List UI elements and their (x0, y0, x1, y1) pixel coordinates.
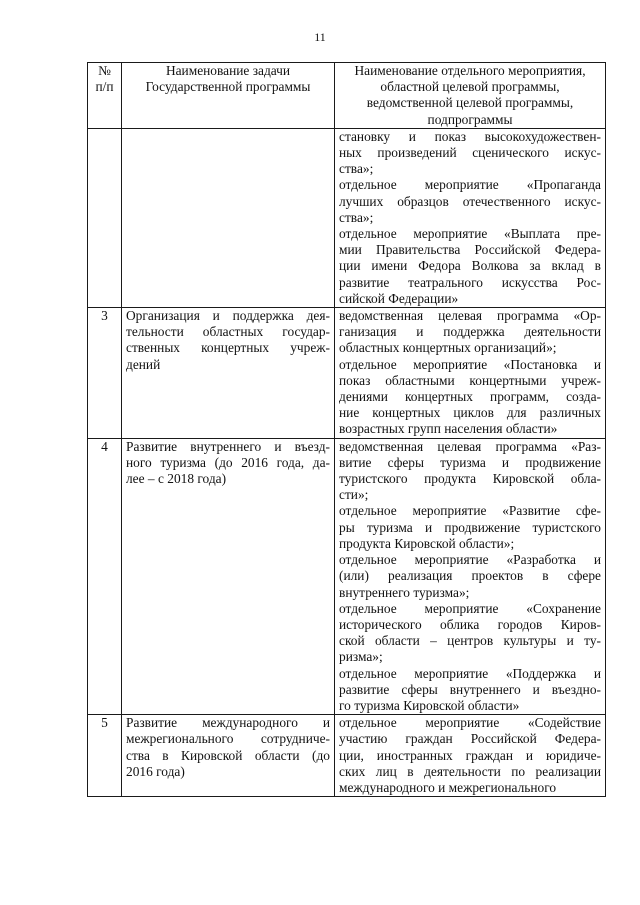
text-line: ры туризма и продвижение туристского (339, 519, 601, 535)
header-line: Наименование задачи (165, 63, 291, 78)
header-line: Государственной программы (145, 79, 311, 95)
text-line: возрастных групп населения области» (339, 421, 558, 437)
text-line: ской области – центров культуры и ту- (339, 633, 601, 649)
text-line: дений (126, 356, 161, 372)
header-task-name (122, 63, 335, 129)
text-line: отдельное мероприятие «Пропаганда (339, 177, 601, 193)
table-row (88, 128, 606, 307)
header-event-name (335, 63, 606, 129)
row-number (88, 128, 122, 307)
text-line: становку и показ высокохудожествен- (339, 128, 601, 144)
text-line: развитие сферы внутреннего и въездно- (339, 681, 601, 697)
program-table (87, 62, 606, 797)
text-line: отдельное мероприятие «Сохранение (339, 600, 601, 616)
header-line: п/п (95, 79, 114, 95)
row-number: 3 (88, 308, 122, 439)
text-line: ведомственная целевая программа «Раз- (339, 438, 601, 454)
text-line: международного и межрегионального (339, 779, 557, 795)
text-line: ганизация и поддержка деятельности (339, 324, 601, 340)
text-line: мии Правительства Российской Федера- (339, 242, 601, 258)
text-line: ства»; (339, 161, 374, 177)
text-line: участию граждан Российской Федера- (339, 731, 601, 747)
text-line: ного туризма (до 2016 года, да- (126, 454, 330, 470)
text-line: отдельное мероприятие «Разработка и (339, 552, 601, 568)
text-line: ние концертных циклов для различных (339, 405, 601, 421)
row-number: 4 (88, 438, 122, 714)
text-line: ства в Кировской области (до (126, 747, 330, 763)
text-line: развитие театрального искусства Рос- (339, 274, 601, 290)
text-line: витие сферы туризма и продвижение (339, 454, 601, 470)
text-line: исторического облика городов Киров- (339, 616, 601, 632)
header-number (88, 63, 122, 129)
page-number: 11 (314, 30, 326, 44)
event-name-cell (335, 308, 606, 439)
text-line: (или) реализация проектов в сфере (339, 568, 601, 584)
table-row (88, 715, 606, 797)
text-line: го туризма Кировской области» (339, 697, 520, 713)
text-line: областных концертных организаций»; (339, 340, 557, 356)
text-line: ции, иностранных граждан и юридиче- (339, 747, 601, 763)
text-line: отдельное мероприятие «Поддержка и (339, 665, 601, 681)
text-line: 2016 года) (126, 763, 185, 779)
header-line: подпрограммы (427, 111, 513, 127)
text-line: лучших образцов отечественного искус- (339, 193, 601, 209)
text-line: показ областными концертными учреж- (339, 372, 601, 388)
text-line: Развитие международного и (126, 715, 330, 731)
row-number: 5 (88, 715, 122, 797)
text-line: ственных концертных учреж- (126, 340, 330, 356)
header-line: № (98, 63, 111, 78)
event-name-cell (335, 438, 606, 714)
event-name-cell (335, 715, 606, 797)
header-line: областной целевой программы, (380, 79, 560, 95)
text-line: отдельное мероприятие «Развитие сфе- (339, 503, 601, 519)
table-header-row (88, 63, 606, 129)
text-line: тельности областных государ- (126, 324, 330, 340)
task-name-cell (122, 308, 335, 439)
task-name-cell (122, 438, 335, 714)
text-line: лее – с 2018 года) (126, 471, 227, 487)
header-line: Наименование отдельного мероприятия, (354, 63, 586, 78)
text-line: ских лиц в деятельности по реализации (339, 763, 601, 779)
text-line: межрегионального сотрудниче- (126, 731, 330, 747)
text-line: сти»; (339, 487, 369, 503)
text-line: отдельное мероприятие «Содействие (339, 715, 601, 731)
text-line: ных произведений сценического искус- (339, 145, 601, 161)
text-line: Развитие внутреннего и въезд- (126, 438, 330, 454)
text-line: отдельное мероприятие «Постановка и (339, 356, 601, 372)
text-line: ства»; (339, 209, 374, 225)
text-line: Организация и поддержка дея- (126, 308, 330, 324)
task-name-cell (122, 715, 335, 797)
text-line: внутреннего туризма»; (339, 584, 470, 600)
table-body (88, 128, 606, 796)
text-line: ведомственная целевая программа «Ор- (339, 308, 601, 324)
text-line: ризма»; (339, 649, 383, 665)
text-line: продукта Кировской области»; (339, 535, 515, 551)
text-line: сийской Федерации» (339, 290, 459, 306)
event-name-cell (335, 128, 606, 307)
table-row (88, 438, 606, 714)
text-line: ции имени Федора Волкова за вклад в (339, 258, 601, 274)
table-row (88, 308, 606, 439)
task-name-cell (122, 128, 335, 307)
text-line: туристского продукта Кировской обла- (339, 471, 601, 487)
header-line: ведомственной целевой программы, (366, 95, 574, 111)
text-line: дениями концертных программ, созда- (339, 389, 601, 405)
text-line: отдельное мероприятие «Выплата пре- (339, 226, 601, 242)
